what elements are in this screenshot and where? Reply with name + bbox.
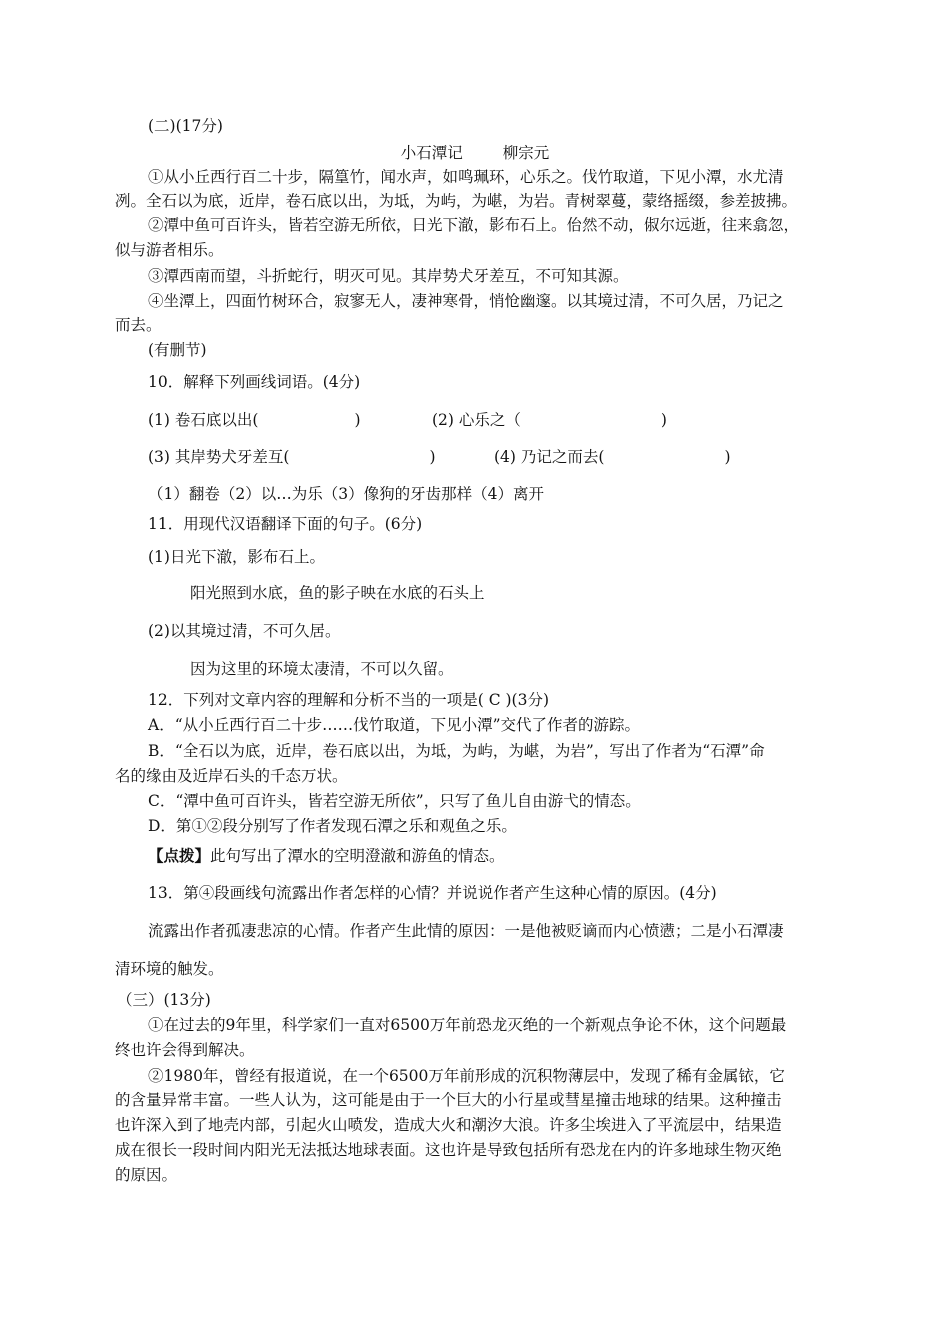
answer-11-1: 阳光照到水底，鱼的影子映在水底的石头上 bbox=[190, 584, 485, 602]
abridged-note: (有删节) bbox=[148, 341, 207, 359]
paragraph-3: ③潭西南而望，斗折蛇行，明灭可见。其岸势犬牙差互，不可知其源。 bbox=[148, 267, 629, 285]
answer-10: （1）翻卷（2）以…为乐（3）像狗的牙齿那样（4）离开 bbox=[148, 485, 544, 503]
q10-item-2: (2) 心乐之（ ) bbox=[432, 411, 667, 429]
q10-item-3: (3) 其岸势犬牙差互( ) bbox=[148, 448, 436, 466]
tip-tag: 【点拨】 bbox=[148, 846, 211, 865]
answer-13-line-2: 清环境的触发。 bbox=[115, 960, 224, 978]
question-13: 13．第④段画线句流露出作者怎样的心情？并说说作者产生这种心情的原因。(4分) bbox=[148, 884, 717, 902]
tip-line bbox=[148, 846, 505, 866]
q12-option-b-line-2: 名的缘由及近岸石头的千态万状。 bbox=[115, 767, 348, 785]
s3-paragraph-2-line-4: 成在很长一段时间内阳光无法抵达地球表面。这也许是导致包括所有恐龙在内的许多地球生物灭绝 bbox=[115, 1141, 782, 1159]
paragraph-2-line-1: ②潭中鱼可百许头，皆若空游无所依，日光下澈，影布石上。佁然不动，俶尔远逝，往来翕忽， bbox=[148, 216, 800, 234]
paragraph-1-line-2: 冽。全石以为底，近岸，卷石底以出，为坻，为屿，为嵁，为岩。青树翠蔓，蒙络摇缀，参差披拂。 bbox=[115, 192, 798, 210]
section-three-heading: （三）(13分) bbox=[117, 991, 211, 1009]
q10-item-1: (1) 卷石底以出( ) bbox=[148, 411, 361, 429]
question-12: 12．下列对文章内容的理解和分析不当的一项是( C )(3分) bbox=[148, 691, 549, 709]
question-11: 11．用现代汉语翻译下面的句子。(6分) bbox=[148, 515, 423, 533]
essay-author: 柳宗元 bbox=[502, 144, 550, 162]
paragraph-4-line-2: 而去。 bbox=[115, 316, 162, 334]
q11-item-2: (2)以其境过清，不可久居。 bbox=[148, 622, 341, 640]
q12-option-b-line-1: B．“全石以为底，近岸，卷石底以出，为坻，为屿，为嵁，为岩”，写出了作者为“石潭”命 bbox=[148, 742, 765, 760]
q11-item-1: (1)日光下澈，影布石上。 bbox=[148, 548, 325, 566]
q10-item-4: (4) 乃记之而去( ) bbox=[494, 448, 731, 466]
answer-11-2: 因为这里的环境太凄清，不可以久留。 bbox=[190, 660, 454, 678]
s3-paragraph-2-line-5: 的原因。 bbox=[115, 1166, 178, 1184]
s3-paragraph-1-line-1: ①在过去的9年里，科学家们一直对6500万年前恐龙灭绝的一个新观点争论不休，这个问题最 bbox=[148, 1016, 787, 1034]
s3-paragraph-2-line-3: 也许深入到了地壳内部，引起火山喷发，造成大火和潮汐大浪。许多尘埃进入了平流层中，结果造 bbox=[115, 1116, 782, 1134]
s3-paragraph-2-line-1: ②1980年，曾经有报道说，在一个6500万年前形成的沉积物薄层中，发现了稀有金属铱，它 bbox=[148, 1067, 785, 1085]
section-two-heading: (二)(17分) bbox=[148, 117, 223, 135]
poem-title-line bbox=[0, 143, 950, 163]
paragraph-2-line-2: 似与游者相乐。 bbox=[115, 241, 224, 259]
q12-option-c: C．“潭中鱼可百许头，皆若空游无所依”，只写了鱼儿自由游弋的情态。 bbox=[148, 792, 641, 810]
s3-paragraph-2-line-2: 的含量异常丰富。一些人认为，这可能是由于一个巨大的小行星或彗星撞击地球的结果。这种撞击 bbox=[115, 1091, 782, 1109]
q12-option-a: A．“从小丘西行百二十步……伐竹取道，下见小潭”交代了作者的游踪。 bbox=[148, 716, 641, 734]
essay-title: 小石潭记 bbox=[400, 144, 463, 162]
tip-text: 此句写出了潭水的空明澄澈和游鱼的情态。 bbox=[210, 847, 505, 865]
paragraph-4-line-1: ④坐潭上，四面竹树环合，寂寥无人，凄神寒骨，悄怆幽邃。以其境过清，不可久居，乃记之 bbox=[148, 292, 784, 310]
question-10: 10．解释下列画线词语。(4分) bbox=[148, 373, 361, 391]
s3-paragraph-1-line-2: 终也许会得到解决。 bbox=[115, 1041, 255, 1059]
answer-13-line-1: 流露出作者孤凄悲凉的心情。作者产生此情的原因：一是他被贬谪而内心愤懑；二是小石潭凄 bbox=[148, 922, 784, 940]
q12-option-d: D．第①②段分别写了作者发现石潭之乐和观鱼之乐。 bbox=[148, 817, 517, 835]
paragraph-1-line-1: ①从小丘西行百二十步，隔篁竹，闻水声，如鸣珮环，心乐之。伐竹取道，下见小潭，水尤清 bbox=[148, 168, 784, 186]
